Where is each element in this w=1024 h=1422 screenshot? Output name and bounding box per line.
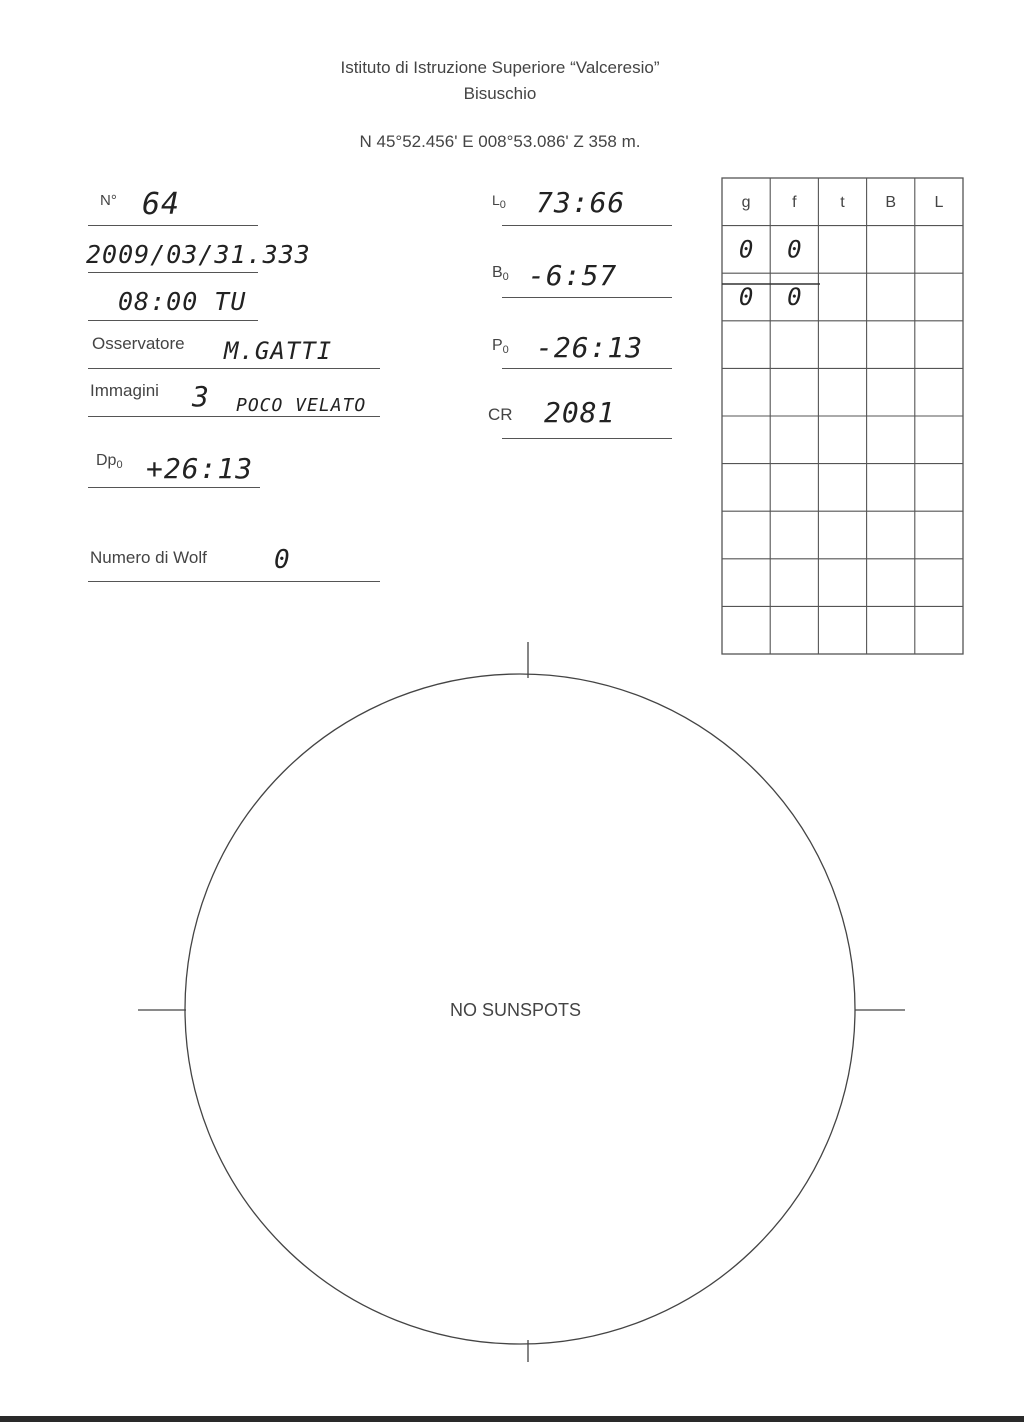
table-cell-value: 0: [738, 283, 754, 312]
table-cell-value: 0: [787, 235, 802, 264]
count-table: [722, 178, 963, 654]
number-value: 64: [142, 187, 181, 222]
observer-value: M.GATTI: [224, 337, 333, 365]
dp0-label-text: Dp: [96, 452, 117, 469]
table-cell-value: 0: [738, 235, 754, 264]
time-value: 08:00 TU: [118, 287, 247, 316]
cr-label: CR: [488, 405, 513, 424]
table-header-B: B: [885, 194, 897, 211]
l0-label-sub: 0: [499, 199, 506, 211]
number-label: N°: [100, 192, 117, 209]
table-gridlines: [722, 178, 963, 654]
scan-bottom-edge: [0, 1416, 1024, 1422]
wolf-value: 0: [274, 545, 291, 575]
disk-note: NO SUNSPOTS: [450, 1000, 582, 1020]
wolf-label: Numero di Wolf: [90, 548, 207, 567]
table-cells: [739, 194, 944, 311]
l0-label-text: L: [492, 192, 500, 208]
images-note: POCO VELATO: [236, 395, 367, 416]
b0-label-text: B: [492, 264, 503, 281]
b0-value: -6:57: [528, 259, 618, 292]
table-cell-value: 0: [787, 283, 802, 312]
table-header-L: L: [934, 194, 944, 211]
table-header-t: t: [840, 194, 845, 211]
l0-value: 73:66: [536, 186, 626, 219]
p0-label-text: P: [492, 337, 503, 354]
date-value: 2009/03/31.333: [86, 240, 311, 269]
table-header-g: g: [741, 194, 751, 211]
images-value: 3: [192, 380, 210, 413]
p0-label-sub: 0: [502, 344, 509, 356]
table-header-f: f: [792, 194, 797, 211]
institute-name: Istituto di Istruzione Superiore “Valceresio”: [340, 58, 660, 77]
p0-value: -26:13: [536, 331, 644, 364]
observatory-coordinates: N 45°52.456' E 008°53.086' Z 358 m.: [359, 132, 641, 151]
b0-label-sub: 0: [502, 271, 509, 283]
images-label: Immagini: [90, 381, 159, 400]
observer-label: Osservatore: [92, 334, 185, 353]
dp0-label-sub: 0: [116, 459, 123, 471]
dp0-value: +26:13: [146, 452, 254, 485]
institute-town: Bisuschio: [463, 84, 537, 103]
cr-value: 2081: [544, 396, 616, 429]
